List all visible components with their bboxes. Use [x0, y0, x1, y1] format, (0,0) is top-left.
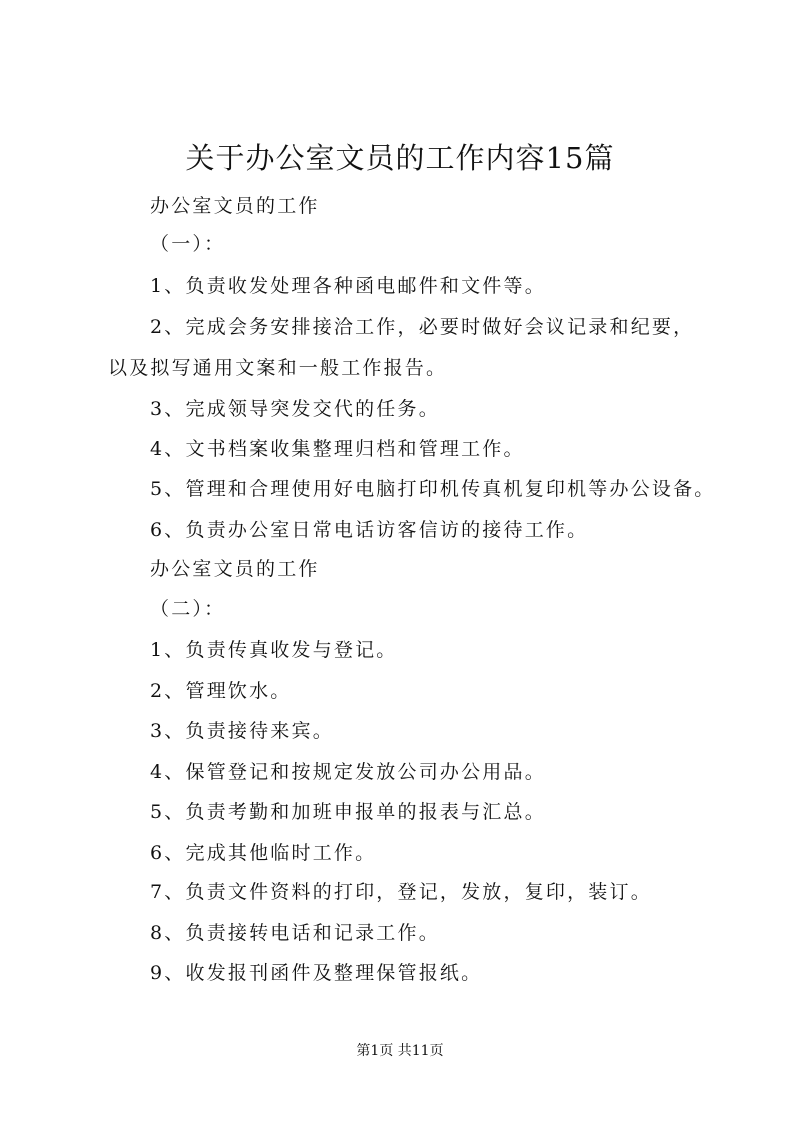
list-item: 1、负责收发处理各种函电邮件和文件等。 — [150, 275, 546, 297]
list-item: 2、管理饮水。 — [150, 680, 292, 702]
section-number: （一）： — [150, 233, 226, 255]
list-item: 6、负责办公室日常电话访客信访的接待工作。 — [150, 519, 589, 541]
list-item: 2、完成会务安排接洽工作，必要时做好会议记录和纪要， — [150, 316, 695, 338]
section-heading: 办公室文员的工作 — [150, 558, 320, 580]
list-item: 5、管理和合理使用好电脑打印机传真机复印机等办公设备。 — [150, 478, 716, 500]
list-item: 5、负责考勤和加班申报单的报表与汇总。 — [150, 801, 546, 823]
list-item: 4、保管登记和按规定发放公司办公用品。 — [150, 761, 546, 783]
page-footer: 第1页 共11页 — [356, 1043, 444, 1059]
list-item: 3、完成领导突发交代的任务。 — [150, 398, 440, 420]
section-heading: 办公室文员的工作 — [150, 195, 320, 217]
list-item: 9、收发报刊函件及整理保管报纸。 — [150, 962, 483, 984]
document-title: 关于办公室文员的工作内容15篇 — [185, 141, 615, 175]
list-item-continuation: 以及拟写通用文案和一般工作报告。 — [108, 357, 448, 379]
list-item: 6、完成其他临时工作。 — [150, 842, 377, 864]
list-item: 1、负责传真收发与登记。 — [150, 639, 398, 661]
list-item: 8、负责接转电话和记录工作。 — [150, 922, 440, 944]
section-number: （二）： — [150, 598, 226, 620]
list-item: 7、负责文件资料的打印，登记，发放，复印，装订。 — [150, 881, 652, 903]
list-item: 3、负责接待来宾。 — [150, 720, 334, 742]
list-item: 4、文书档案收集整理归档和管理工作。 — [150, 438, 525, 460]
